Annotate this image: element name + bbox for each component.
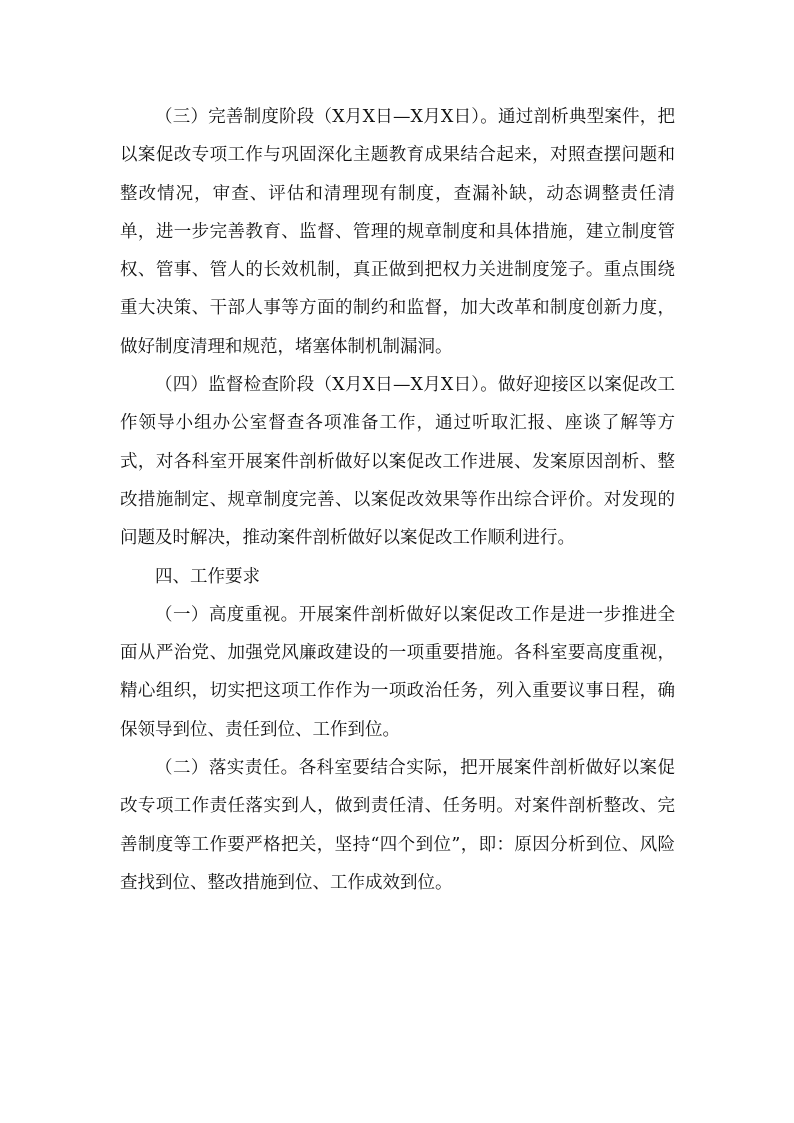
- paragraph-high-attention: （一）高度重视。开展案件剖析做好以案促改工作是进一步推进全面从严治党、加强党风廉政建设的一项重要措施。各科室要高度重视，精心组织，切实把这项工作作为一项政治任务，列入重要议事日程，确保领导到位、责任到位、工作到位。: [120, 604, 675, 740]
- paragraph-implement-responsibility: （二）落实责任。各科室要结合实际，把开展案件剖析做好以案促改专项工作责任落实到人，做到责任清、任务明。对案件剖析整改、完善制度等工作要严格把关，坚持“四个到位”，即：原因分析到位、风险查找到位、整改措施到位、工作成效到位。: [120, 758, 675, 893]
- section-heading-work-requirements: 四、工作要求: [155, 566, 260, 587]
- paragraph-improve-system-stage: （三）完善制度阶段（X月X日—X月X日）。通过剖析典型案件，把以案促改专项工作与巩固深化主题教育成果结合起来，对照查摆问题和整改情况，审查、评估和清理现有制度，查漏补缺，动态调整责任清单，进一步完善教育、监督、管理的规章制度和具体措施，建立制度管权、管事、管人的长效机制，真正做到把权力关进制度笼子。重点围绕重大决策、干部人事等方面的制约和监督，加大改革和制度创新力度，做好制度清理和规范，堵塞体制机制漏洞。: [120, 107, 675, 357]
- paragraph-supervision-stage: （四）监督检查阶段（X月X日—X月X日）。做好迎接区以案促改工作领导小组办公室督查各项准备工作，通过听取汇报、座谈了解等方式，对各科室开展案件剖析做好以案促改工作进展、发案原因剖析、整改措施制定、规章制度完善、以案促改效果等作出综合评价。对发现的问题及时解决，推动案件剖析做好以案促改工作顺利进行。: [120, 375, 675, 549]
- document-body: [120, 98, 675, 902]
